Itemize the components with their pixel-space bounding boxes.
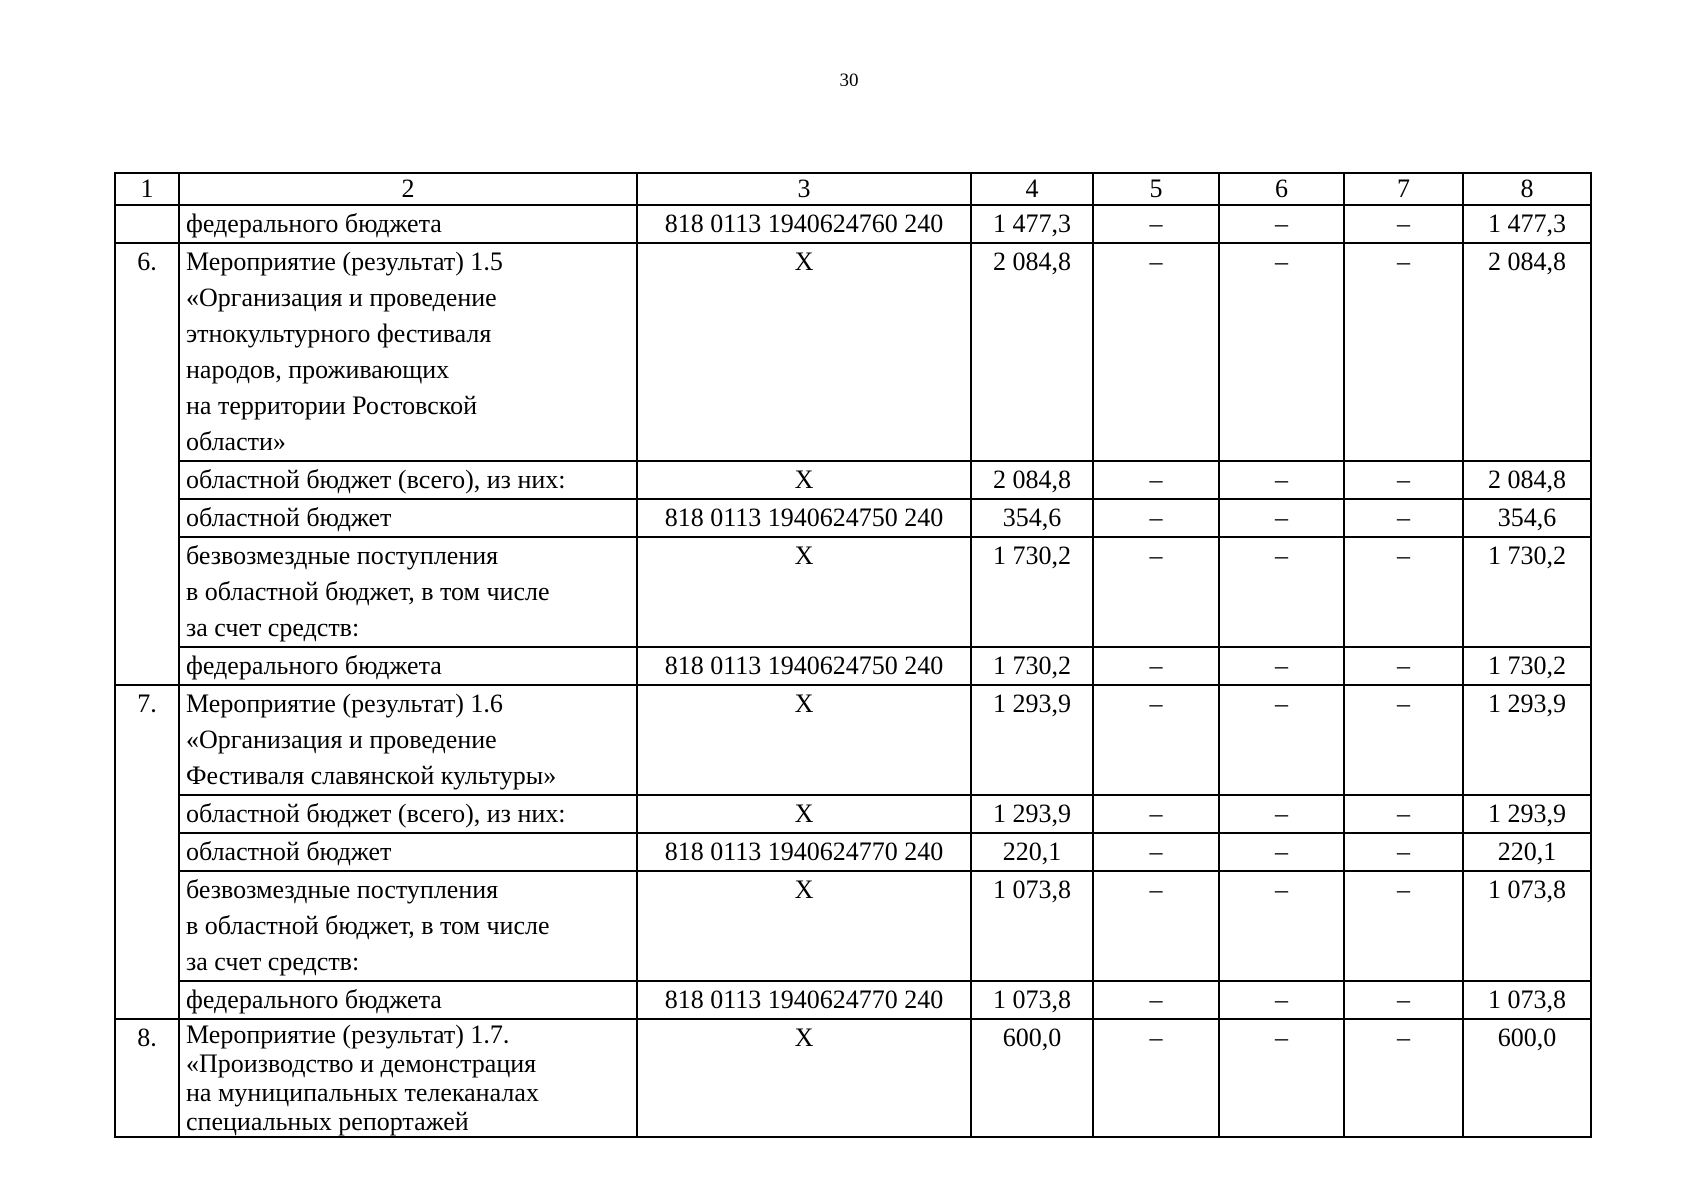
table-row <box>115 685 1591 795</box>
row-code-cell: 818 0113 1940624770 240 <box>637 833 971 871</box>
row-col7-cell: – <box>1344 647 1463 685</box>
row-name-cell: Мероприятие (результат) 1.7. «Производство и демонстрация на муниципальных телеканалах специальных репортажей <box>179 1019 637 1137</box>
row-col5-cell: – <box>1093 461 1219 499</box>
row-name-cell: федерального бюджета <box>179 981 637 1019</box>
row-col8-cell: 1 730,2 <box>1463 537 1591 647</box>
header-cell-1: 1 <box>115 173 179 205</box>
row-code-cell: Х <box>637 1019 971 1137</box>
header-cell-2: 2 <box>179 173 637 205</box>
row-col5-cell: – <box>1093 537 1219 647</box>
table-row <box>115 647 1591 685</box>
row-col6-cell: – <box>1219 1019 1344 1137</box>
row-col7-cell: – <box>1344 981 1463 1019</box>
row-col8-cell: 1 073,8 <box>1463 981 1591 1019</box>
row-col6-cell: – <box>1219 871 1344 981</box>
row-col8-cell: 2 084,8 <box>1463 461 1591 499</box>
header-cell-7: 7 <box>1344 173 1463 205</box>
row-col8-cell: 1 730,2 <box>1463 647 1591 685</box>
table-row <box>115 537 1591 647</box>
row-col7-cell: – <box>1344 461 1463 499</box>
row-name-cell: безвозмездные поступления в областной бюджет, в том числе за счет средств: <box>179 871 637 981</box>
row-col5-cell: – <box>1093 205 1219 243</box>
row-col5-cell: – <box>1093 981 1219 1019</box>
row-number-cell <box>115 205 179 243</box>
row-col4-cell: 2 084,8 <box>971 461 1093 499</box>
row-col7-cell: – <box>1344 833 1463 871</box>
row-col5-cell: – <box>1093 685 1219 795</box>
row-code-cell: Х <box>637 461 971 499</box>
row-col4-cell: 1 730,2 <box>971 537 1093 647</box>
row-col7-cell: – <box>1344 871 1463 981</box>
row-col6-cell: – <box>1219 795 1344 833</box>
row-col5-cell: – <box>1093 243 1219 461</box>
table-header-row <box>115 173 1591 205</box>
row-col6-cell: – <box>1219 205 1344 243</box>
row-col5-cell: – <box>1093 871 1219 981</box>
row-col8-cell: 1 293,9 <box>1463 685 1591 795</box>
row-col6-cell: – <box>1219 981 1344 1019</box>
row-col8-cell: 354,6 <box>1463 499 1591 537</box>
row-col6-cell: – <box>1219 685 1344 795</box>
budget-table <box>114 172 1592 1138</box>
row-name-cell: областной бюджет (всего), из них: <box>179 461 637 499</box>
row-name-cell: федерального бюджета <box>179 205 637 243</box>
row-name-cell: федерального бюджета <box>179 647 637 685</box>
table-row <box>115 205 1591 243</box>
row-col4-cell: 600,0 <box>971 1019 1093 1137</box>
header-cell-8: 8 <box>1463 173 1591 205</box>
row-col4-cell: 1 293,9 <box>971 685 1093 795</box>
row-number-cell: 7. <box>115 685 179 1019</box>
row-col6-cell: – <box>1219 499 1344 537</box>
table-row <box>115 871 1591 981</box>
row-col8-cell: 1 293,9 <box>1463 795 1591 833</box>
header-cell-6: 6 <box>1219 173 1344 205</box>
header-cell-3: 3 <box>637 173 971 205</box>
table-row <box>115 833 1591 871</box>
row-code-cell: 818 0113 1940624750 240 <box>637 499 971 537</box>
row-code-cell: Х <box>637 871 971 981</box>
row-col6-cell: – <box>1219 243 1344 461</box>
row-name-cell: областной бюджет <box>179 833 637 871</box>
row-number-cell: 8. <box>115 1019 179 1137</box>
row-code-cell: Х <box>637 537 971 647</box>
table-row <box>115 1019 1591 1137</box>
row-col5-cell: – <box>1093 833 1219 871</box>
table-row <box>115 499 1591 537</box>
row-col4-cell: 220,1 <box>971 833 1093 871</box>
header-cell-5: 5 <box>1093 173 1219 205</box>
row-code-cell: 818 0113 1940624770 240 <box>637 981 971 1019</box>
row-col5-cell: – <box>1093 647 1219 685</box>
row-col7-cell: – <box>1344 499 1463 537</box>
row-col4-cell: 2 084,8 <box>971 243 1093 461</box>
row-code-cell: Х <box>637 795 971 833</box>
row-col4-cell: 1 073,8 <box>971 981 1093 1019</box>
table-row <box>115 461 1591 499</box>
row-name-cell: областной бюджет (всего), из них: <box>179 795 637 833</box>
row-col7-cell: – <box>1344 205 1463 243</box>
row-col6-cell: – <box>1219 461 1344 499</box>
row-col8-cell: 600,0 <box>1463 1019 1591 1137</box>
table-row <box>115 795 1591 833</box>
row-col7-cell: – <box>1344 1019 1463 1137</box>
page-number: 30 <box>839 70 859 91</box>
row-col6-cell: – <box>1219 647 1344 685</box>
row-code-cell: Х <box>637 685 971 795</box>
table-row <box>115 243 1591 461</box>
row-col7-cell: – <box>1344 243 1463 461</box>
row-col8-cell: 220,1 <box>1463 833 1591 871</box>
row-name-cell: Мероприятие (результат) 1.6 «Организация и проведение Фестиваля славянской культуры» <box>179 685 637 795</box>
row-col7-cell: – <box>1344 537 1463 647</box>
row-col4-cell: 1 730,2 <box>971 647 1093 685</box>
row-col4-cell: 1 477,3 <box>971 205 1093 243</box>
row-col7-cell: – <box>1344 795 1463 833</box>
row-code-cell: Х <box>637 243 971 461</box>
row-col8-cell: 2 084,8 <box>1463 243 1591 461</box>
row-col6-cell: – <box>1219 833 1344 871</box>
row-code-cell: 818 0113 1940624760 240 <box>637 205 971 243</box>
row-name-cell: Мероприятие (результат) 1.5 «Организация и проведение этнокультурного фестиваля народов, проживающих на территории Ростовской области» <box>179 243 637 461</box>
row-col5-cell: – <box>1093 1019 1219 1137</box>
row-number-cell: 6. <box>115 243 179 685</box>
row-col6-cell: – <box>1219 537 1344 647</box>
row-col5-cell: – <box>1093 499 1219 537</box>
row-col4-cell: 1 293,9 <box>971 795 1093 833</box>
row-col8-cell: 1 477,3 <box>1463 205 1591 243</box>
row-col4-cell: 354,6 <box>971 499 1093 537</box>
row-col5-cell: – <box>1093 795 1219 833</box>
row-code-cell: 818 0113 1940624750 240 <box>637 647 971 685</box>
row-col8-cell: 1 073,8 <box>1463 871 1591 981</box>
row-name-cell: безвозмездные поступления в областной бюджет, в том числе за счет средств: <box>179 537 637 647</box>
row-name-cell: областной бюджет <box>179 499 637 537</box>
table-row <box>115 981 1591 1019</box>
row-col7-cell: – <box>1344 685 1463 795</box>
header-cell-4: 4 <box>971 173 1093 205</box>
row-col4-cell: 1 073,8 <box>971 871 1093 981</box>
